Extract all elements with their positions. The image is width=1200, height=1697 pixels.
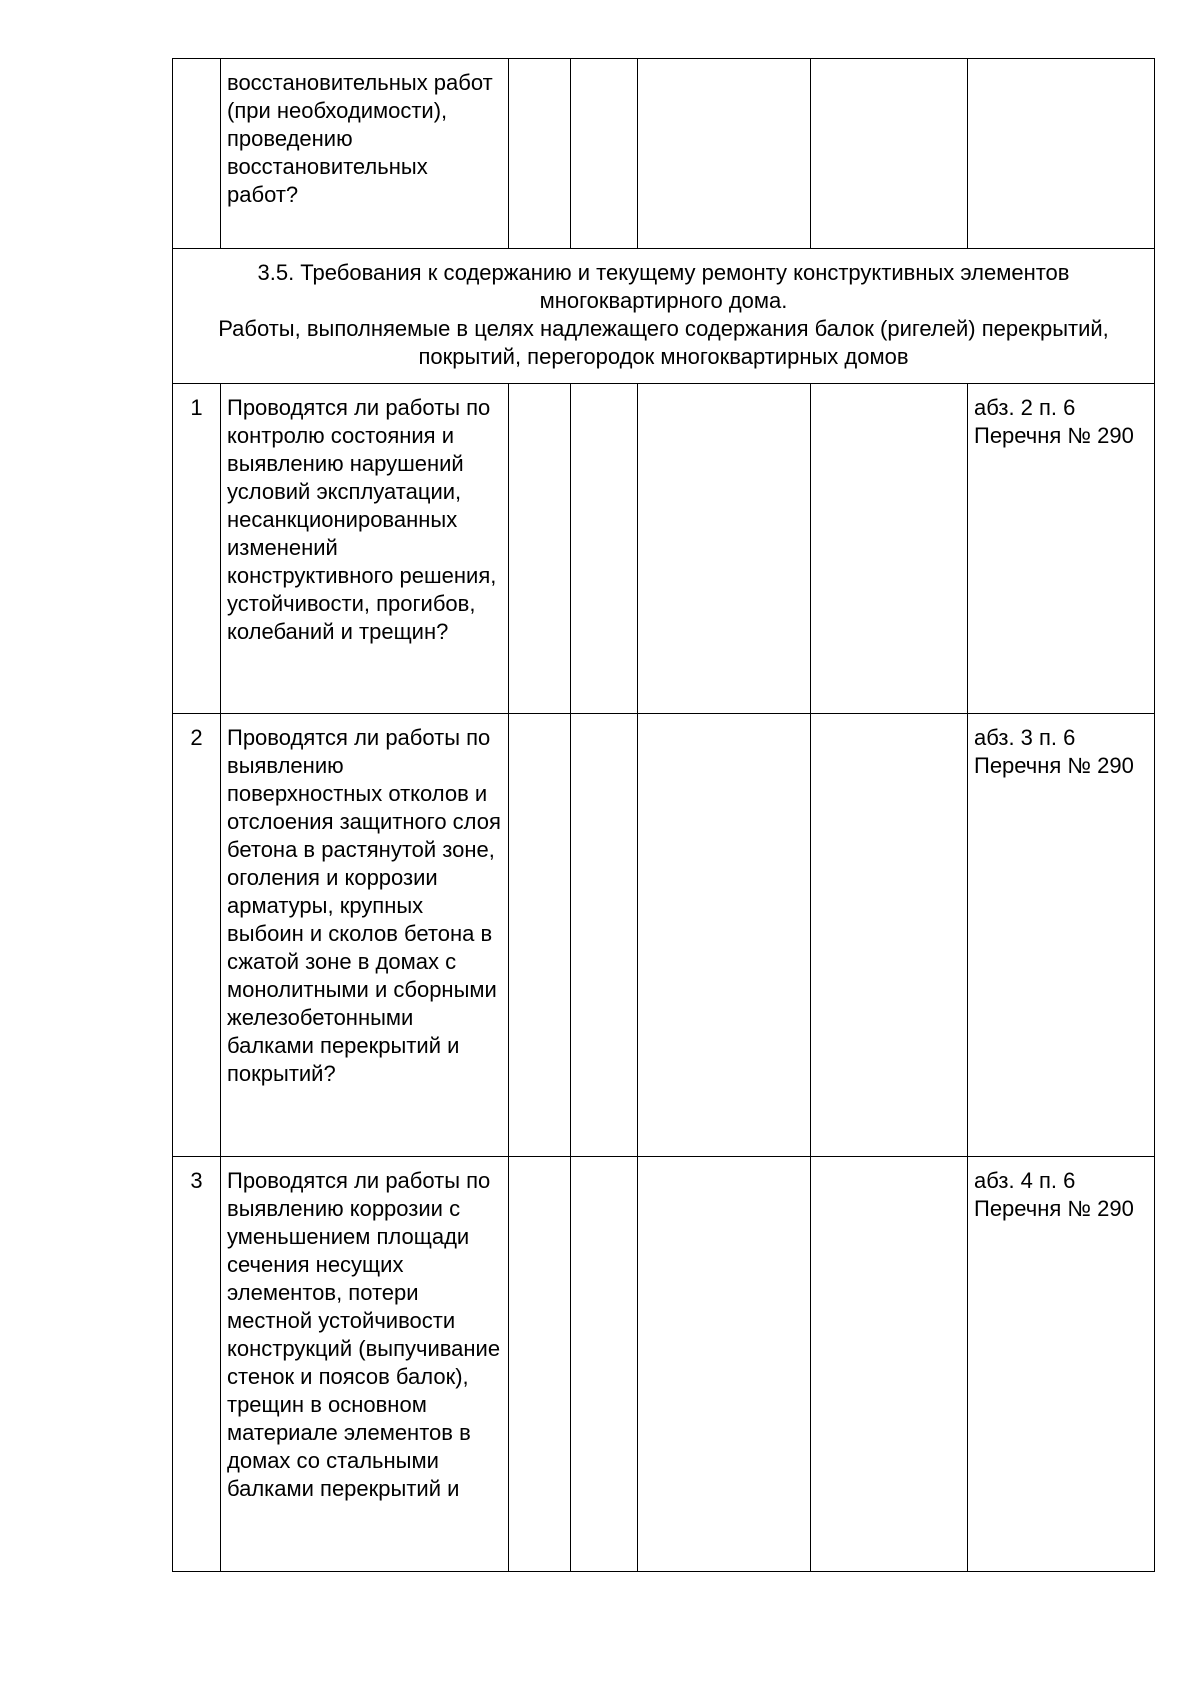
section-heading — [173, 249, 1155, 384]
reference-cell: абз. 2 п. 6 Перечня № 290 — [968, 384, 1155, 714]
empty-cell — [509, 59, 571, 249]
section-title: 3.5. Требования к содержанию и текущему ремонту конструктивных элементов многоквартирного дома. — [257, 260, 1070, 313]
question-cell: Проводятся ли работы по контролю состояния и выявлению нарушений условий эксплуатации, несанкционированных изменений конструктивного решения, устойчивости, прогибов, колебаний и трещин? — [221, 384, 509, 714]
reference-cell: абз. 4 п. 6 Перечня № 290 — [968, 1157, 1155, 1572]
empty-cell — [811, 59, 968, 249]
table-row — [173, 384, 1155, 714]
empty-cell — [509, 714, 571, 1157]
section-header-row — [173, 249, 1155, 384]
empty-cell — [571, 384, 638, 714]
row-number: 1 — [173, 384, 221, 714]
table-row — [173, 1157, 1155, 1572]
section-subtitle: Работы, выполняемые в целях надлежащего содержания балок (ригелей) перекрытий, покрытий, перегородок многоквартирных домов — [218, 316, 1109, 369]
row-number — [173, 59, 221, 249]
reference-cell: абз. 3 п. 6 Перечня № 290 — [968, 714, 1155, 1157]
reference-cell — [968, 59, 1155, 249]
question-cell: восстановительных работ (при необходимости), проведению восстановительных работ? — [221, 59, 509, 249]
empty-cell — [509, 384, 571, 714]
checklist-table — [172, 58, 1155, 1572]
empty-cell — [638, 714, 811, 1157]
table-row — [173, 59, 1155, 249]
question-cell: Проводятся ли работы по выявлению коррозии с уменьшением площади сечения несущих элементов, потери местной устойчивости конструкций (выпучивание стенок и поясов балок), трещин в основном материале элементов в домах со стальными балками перекрытий и — [221, 1157, 509, 1572]
empty-cell — [811, 1157, 968, 1572]
row-number: 3 — [173, 1157, 221, 1572]
empty-cell — [638, 59, 811, 249]
question-cell: Проводятся ли работы по выявлению поверхностных отколов и отслоения защитного слоя бетона в растянутой зоне, оголения и коррозии арматуры, крупных выбоин и сколов бетона в сжатой зоне в домах с монолитными и сборными железобетонными балками перекрытий и покрытий? — [221, 714, 509, 1157]
table-row — [173, 714, 1155, 1157]
empty-cell — [571, 714, 638, 1157]
empty-cell — [811, 714, 968, 1157]
empty-cell — [571, 1157, 638, 1572]
empty-cell — [638, 1157, 811, 1572]
empty-cell — [638, 384, 811, 714]
empty-cell — [509, 1157, 571, 1572]
empty-cell — [811, 384, 968, 714]
empty-cell — [571, 59, 638, 249]
row-number: 2 — [173, 714, 221, 1157]
